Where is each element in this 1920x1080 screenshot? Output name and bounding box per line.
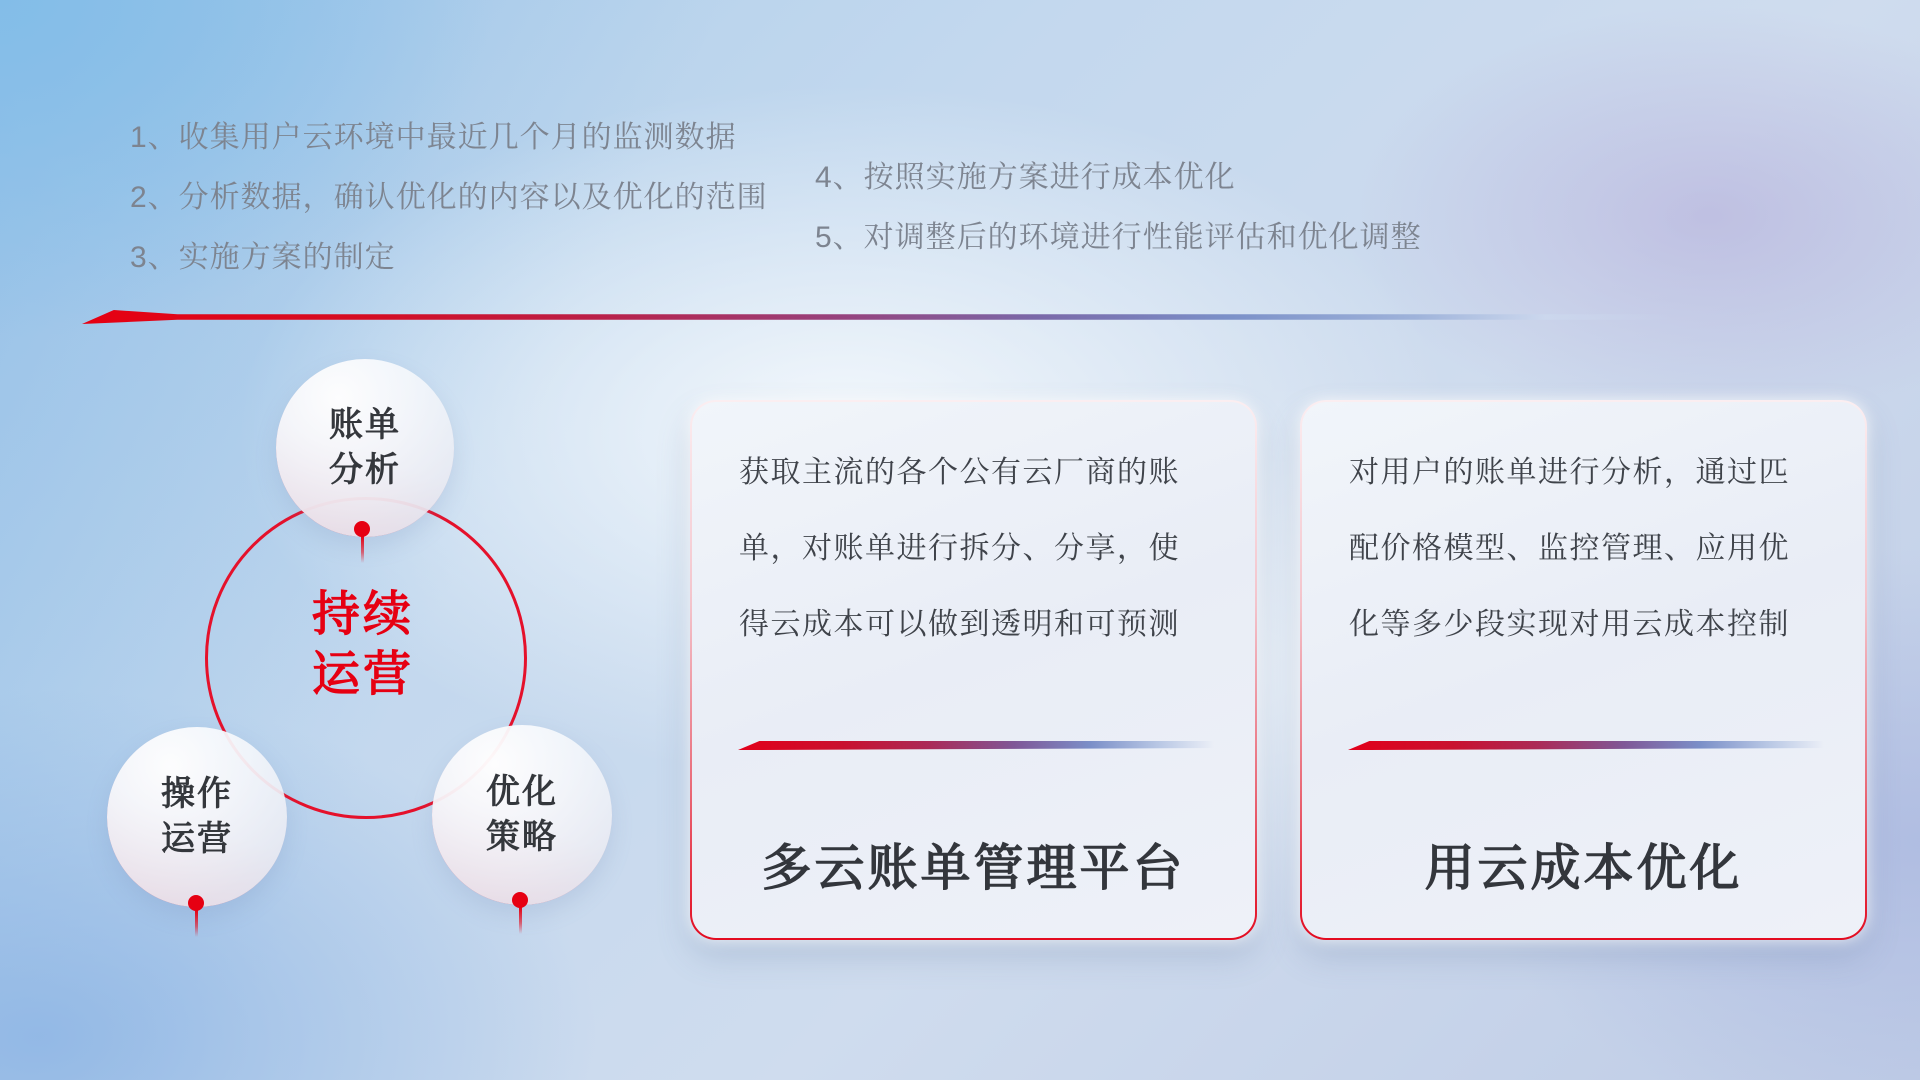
pin-dot-icon	[512, 892, 528, 908]
process-steps-right	[815, 148, 1422, 268]
node-pin-marker	[512, 892, 528, 934]
process-step-1: 1、收集用户云环境中最近几个月的监测数据	[130, 121, 737, 154]
center-label-line: 运营	[311, 648, 414, 701]
node-label-line: 操作	[161, 775, 233, 813]
accent-swoosh-line	[82, 310, 1672, 324]
node-rim	[432, 725, 612, 905]
node-label	[486, 770, 558, 860]
card-body-line: 单，对账单进行拆分、分享，使	[739, 532, 1180, 565]
card-surface	[692, 402, 1255, 938]
card-cost-optimization	[1300, 400, 1867, 940]
card-body-line: 配价格模型、监控管理、应用优	[1349, 532, 1790, 565]
node-label-line: 分析	[329, 451, 401, 489]
node-label	[329, 403, 401, 493]
process-step-2: 2、分析数据，确认优化的内容以及优化的范围	[130, 181, 768, 214]
node-label	[161, 772, 233, 862]
card-divider-line	[738, 741, 1214, 750]
card-billing-platform	[690, 400, 1257, 940]
card-surface	[1302, 402, 1865, 938]
card-body-line: 得云成本可以做到透明和可预测	[739, 608, 1180, 641]
node-label-line: 策略	[486, 818, 558, 856]
diagram-node-optimize-strategy	[429, 722, 615, 908]
diagram-node-operation	[104, 724, 290, 910]
card-divider-line	[1348, 741, 1824, 750]
node-rim	[276, 359, 454, 537]
diagram-node-bill-analysis	[273, 356, 457, 540]
pin-dot-icon	[188, 895, 204, 911]
card-body-text	[1349, 435, 1790, 663]
node-pin-marker	[354, 521, 370, 563]
node-label-line: 账单	[329, 406, 401, 444]
pin-needle	[519, 907, 522, 934]
pin-needle	[361, 536, 364, 563]
process-step-5: 5、对调整后的环境进行性能评估和优化调整	[815, 221, 1422, 254]
card-body-line: 获取主流的各个公有云厂商的账	[739, 456, 1180, 489]
process-step-4: 4、按照实施方案进行成本优化	[815, 161, 1236, 194]
node-circle	[276, 359, 454, 537]
node-pin-marker	[188, 895, 204, 937]
process-steps-left	[130, 108, 768, 288]
diagram-center-label	[263, 585, 463, 705]
node-rim	[107, 727, 287, 907]
card-body-line: 化等多少段实现对用云成本控制	[1349, 608, 1790, 641]
process-step-3: 3、实施方案的制定	[130, 241, 396, 274]
node-label-line: 运营	[161, 820, 233, 858]
card-title: 用云成本优化	[1424, 840, 1743, 896]
node-circle	[432, 725, 612, 905]
node-circle	[107, 727, 287, 907]
card-body-text	[739, 435, 1180, 663]
card-body-line: 对用户的账单进行分析，通过匹	[1349, 456, 1790, 489]
pin-needle	[195, 910, 198, 937]
card-title: 多云账单管理平台	[761, 840, 1186, 896]
pin-dot-icon	[354, 521, 370, 537]
center-label-line: 持续	[311, 588, 414, 641]
node-label-line: 优化	[486, 773, 558, 811]
